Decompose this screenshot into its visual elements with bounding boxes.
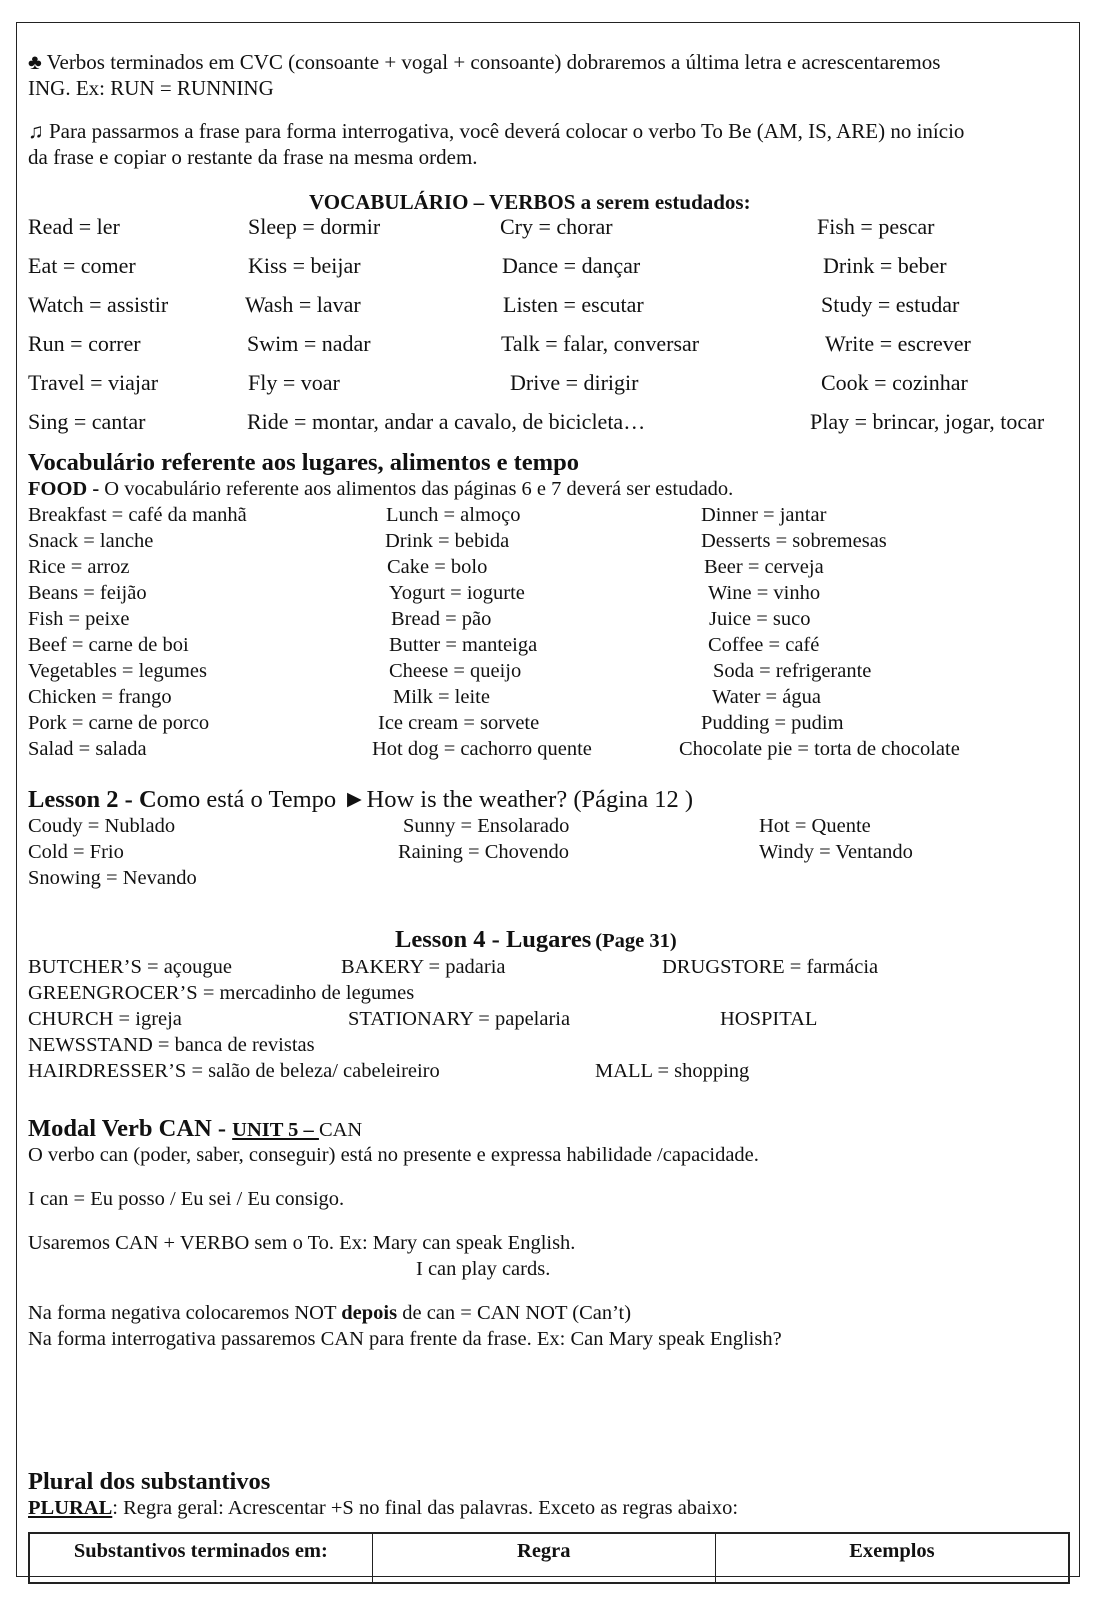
modal-negative: Na forma negativa colocaremos NOT depois de can = CAN NOT (Can’t) [28,1302,632,1324]
verb-item: Read = ler [28,214,120,239]
food-item: Rice = arroz [28,556,130,578]
food-item: Lunch = almoço [386,504,521,526]
modal-can-heading: Modal Verb CAN - UNIT 5 – CAN [28,1115,363,1142]
plural-heading: Plural dos substantivos [28,1468,271,1495]
food-item: Vegetables = legumes [28,660,207,682]
verb-item: Listen = escutar [503,292,644,317]
place-item: BUTCHER’S = açougue [28,956,233,978]
food-item: Juice = suco [709,608,811,630]
food-section-heading: Vocabulário referente aos lugares, alimentos e tempo [28,449,579,476]
modal-line: Usaremos CAN + VERBO sem o To. Ex: Mary can speak English. [28,1232,576,1254]
weather-item: Windy = Ventando [759,841,913,863]
verb-item: Run = correr [28,331,141,356]
weather-item: Cold = Frio [28,841,124,863]
place-item: NEWSSTAND = banca de revistas [28,1034,315,1056]
food-item: Pudding = pudim [701,712,844,734]
modal-line: O verbo can (poder, saber, conseguir) está no presente e expressa habilidade /capacidade. [28,1144,759,1166]
food-item: Butter = manteiga [389,634,538,656]
place-item: STATIONARY = papelaria [348,1008,571,1030]
weather-item: Snowing = Nevando [28,867,197,889]
food-item: Milk = leite [393,686,490,708]
verb-item: Travel = viajar [28,370,159,395]
verb-item: Drive = dirigir [510,370,639,395]
place-item: MALL = shopping [595,1060,750,1082]
food-item: Desserts = sobremesas [701,530,887,552]
music-note-icon: ♫ [28,119,44,143]
verb-item: Swim = nadar [247,331,371,356]
place-item: HOSPITAL [720,1008,818,1030]
food-item: Drink = bebida [385,530,510,552]
verb-item: Study = estudar [821,292,960,317]
verb-item: Wash = lavar [245,292,361,317]
food-item: Snack = lanche [28,530,154,552]
food-item: Beef = carne de boi [28,634,189,656]
table-header-cell: Exemplos [715,1533,1069,1583]
club-icon: ♣ [28,50,42,74]
food-item: Coffee = café [708,634,820,656]
plural-rule: PLURAL: Regra geral: Acrescentar +S no final das palavras. Exceto as regras abaixo: [28,1497,739,1519]
verb-item: Eat = comer [28,253,136,278]
food-item: Dinner = jantar [701,504,827,526]
food-item: Soda = refrigerante [713,660,872,682]
food-item: Chicken = frango [28,686,172,708]
food-item: Breakfast = café da manhã [28,504,247,526]
food-intro: FOOD - O vocabulário referente aos alimentos das páginas 6 e 7 deverá ser estudado. [28,478,734,500]
verb-item: Cry = chorar [500,214,613,239]
table-header-cell: Substantivos terminados em: [29,1533,372,1583]
place-item: CHURCH = igreja [28,1008,182,1030]
verb-item: Play = brincar, jogar, tocar [810,409,1045,434]
place-item: DRUGSTORE = farmácia [662,956,879,978]
verb-item: Ride = montar, andar a cavalo, de bicicleta… [247,409,646,434]
verb-item: Kiss = beijar [248,253,361,278]
question-rule-line-1: ♫ Para passarmos a frase para forma interrogativa, você deverá colocar o verbo To Be (AM, IS, ARE) no início [28,119,965,143]
places-heading: Lesson 4 - Lugares (Page 31) [395,926,677,953]
modal-line: I can play cards. [416,1258,551,1280]
verb-item: Drink = beber [823,253,947,278]
cvc-rule-line-2: ING. Ex: RUN = RUNNING [28,76,274,100]
verb-item: Write = escrever [825,331,971,356]
weather-heading: Lesson 2 - Como está o Tempo ►How is the weather? (Página 12 ) [28,786,694,813]
food-item: Bread = pão [391,608,492,630]
verb-item: Dance = dançar [502,253,641,278]
food-item: Water = água [712,686,821,708]
weather-item: Hot = Quente [759,815,871,837]
table-header-cell: Regra [372,1533,715,1583]
plural-table [28,1532,1070,1584]
food-item: Fish = peixe [28,608,130,630]
verb-item: Fly = voar [248,370,340,395]
place-item: BAKERY = padaria [341,956,506,978]
verbs-title: VOCABULÁRIO – VERBOS a serem estudados: [309,190,751,214]
verb-item: Cook = cozinhar [821,370,968,395]
food-item: Cheese = queijo [389,660,522,682]
food-item: Beer = cerveja [704,556,824,578]
food-item: Salad = salada [28,738,147,760]
food-item: Pork = carne de porco [28,712,210,734]
verb-item: Fish = pescar [817,214,935,239]
verb-item: Sing = cantar [28,409,146,434]
place-item: HAIRDRESSER’S = salão de beleza/ cabeleireiro [28,1060,440,1082]
verb-item: Talk = falar, conversar [501,331,700,356]
place-item: GREENGROCER’S = mercadinho de legumes [28,982,415,1004]
food-item: Wine = vinho [708,582,821,604]
food-item: Beans = feijão [28,582,147,604]
food-item: Cake = bolo [387,556,488,578]
food-item: Yogurt = iogurte [389,582,525,604]
cvc-rule-line-1: ♣ Verbos terminados em CVC (consoante + vogal + consoante) dobraremos a última letra e acrescentaremos [28,50,941,74]
food-item: Ice cream = sorvete [378,712,540,734]
food-item: Chocolate pie = torta de chocolate [679,738,960,760]
verb-item: Watch = assistir [28,292,169,317]
table-header-row [29,1533,1069,1583]
weather-item: Sunny = Ensolarado [403,815,570,837]
modal-interrogative: Na forma interrogativa passaremos CAN para frente da frase. Ex: Can Mary speak English? [28,1328,782,1350]
weather-item: Raining = Chovendo [398,841,569,863]
modal-line: I can = Eu posso / Eu sei / Eu consigo. [28,1188,345,1210]
food-item: Hot dog = cachorro quente [372,738,592,760]
question-rule-line-2: da frase e copiar o restante da frase na mesma ordem. [28,145,478,169]
verb-item: Sleep = dormir [248,214,381,239]
weather-item: Coudy = Nublado [28,815,176,837]
